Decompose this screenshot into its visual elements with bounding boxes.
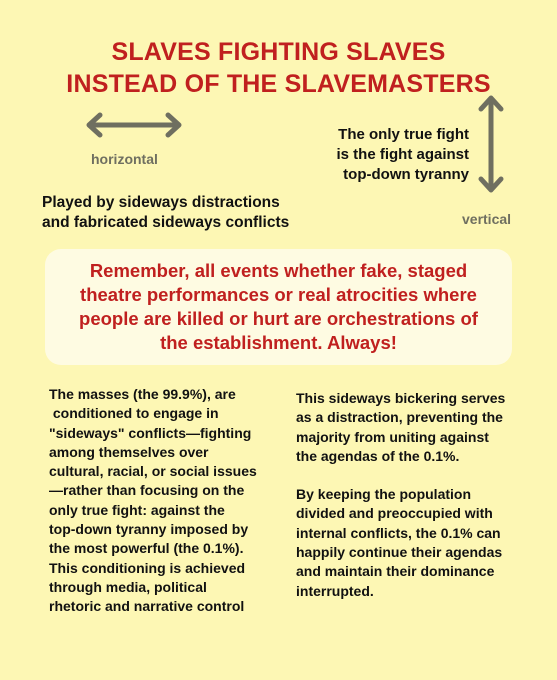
right-column-line: interrupted.: [296, 582, 374, 599]
callout-line: the establishment. Always!: [160, 332, 397, 353]
left-column-line: conditioned to engage in: [49, 405, 219, 422]
left-column-line: through media, political: [49, 578, 207, 595]
callout-line: people are killed or hurt are orchestrations of: [79, 308, 478, 329]
right-column-line: the agendas of the 0.1%.: [296, 447, 460, 464]
vertical-label: vertical: [462, 211, 512, 227]
left-column-line: among themselves over: [49, 443, 209, 460]
right-column-line: divided and preoccupied with: [296, 505, 493, 522]
callout-line: Remember, all events whether fake, staged: [89, 260, 468, 281]
right-column-line: happily continue their agendas: [296, 544, 503, 561]
right-column-paragraph-1: [296, 389, 505, 466]
page-title: [0, 36, 557, 100]
callout-text: [45, 259, 512, 355]
left-column-line: the most powerful (the 0.1%).: [49, 540, 244, 557]
horizontal-caption-line: Played by sideways distractions: [42, 194, 280, 211]
left-column-line: top-down tyranny imposed by: [49, 521, 249, 538]
right-column-line: majority from uniting against: [296, 428, 489, 445]
callout-line: theatre performances or real atrocities where: [80, 284, 477, 305]
right-column-line: By keeping the population: [296, 486, 472, 503]
right-column-line: This sideways bickering serves: [296, 390, 506, 406]
vertical-caption-line: top-down tyranny: [343, 166, 469, 183]
horizontal-caption-line: and fabricated sideways conflicts: [42, 214, 290, 231]
horizontal-double-arrow-icon: [84, 112, 184, 138]
left-column-line: This conditioning is achieved: [49, 559, 246, 576]
right-column-text: [296, 389, 505, 601]
vertical-caption-line: is the fight against: [336, 146, 469, 163]
left-column-line: only true fight: against the: [49, 501, 225, 518]
title-line-2: INSTEAD OF THE SLAVEMASTERS: [66, 70, 491, 98]
vertical-caption-line: The only true fight: [338, 126, 469, 143]
callout-box: [45, 249, 512, 365]
left-column-text: [49, 385, 257, 617]
title-line-1: SLAVES FIGHTING SLAVES: [111, 38, 446, 66]
left-column-line: rhetoric and narrative control: [49, 598, 245, 615]
vertical-double-arrow-icon: [478, 93, 504, 195]
left-column-line: —rather than focusing on the: [49, 482, 245, 499]
right-column-line: internal conflicts, the 0.1% can: [296, 524, 501, 541]
left-column-line: cultural, racial, or social issues: [49, 463, 257, 480]
horizontal-label: horizontal: [91, 151, 158, 167]
vertical-caption: [336, 125, 469, 185]
left-column-line: The masses (the 99.9%), are: [49, 386, 236, 402]
right-column-line: and maintain their dominance: [296, 563, 495, 580]
horizontal-caption: [42, 193, 289, 233]
left-column-line: "sideways" conflicts—fighting: [49, 424, 252, 441]
right-column-paragraph-2: [296, 485, 505, 601]
right-column-line: as a distraction, preventing the: [296, 409, 503, 426]
